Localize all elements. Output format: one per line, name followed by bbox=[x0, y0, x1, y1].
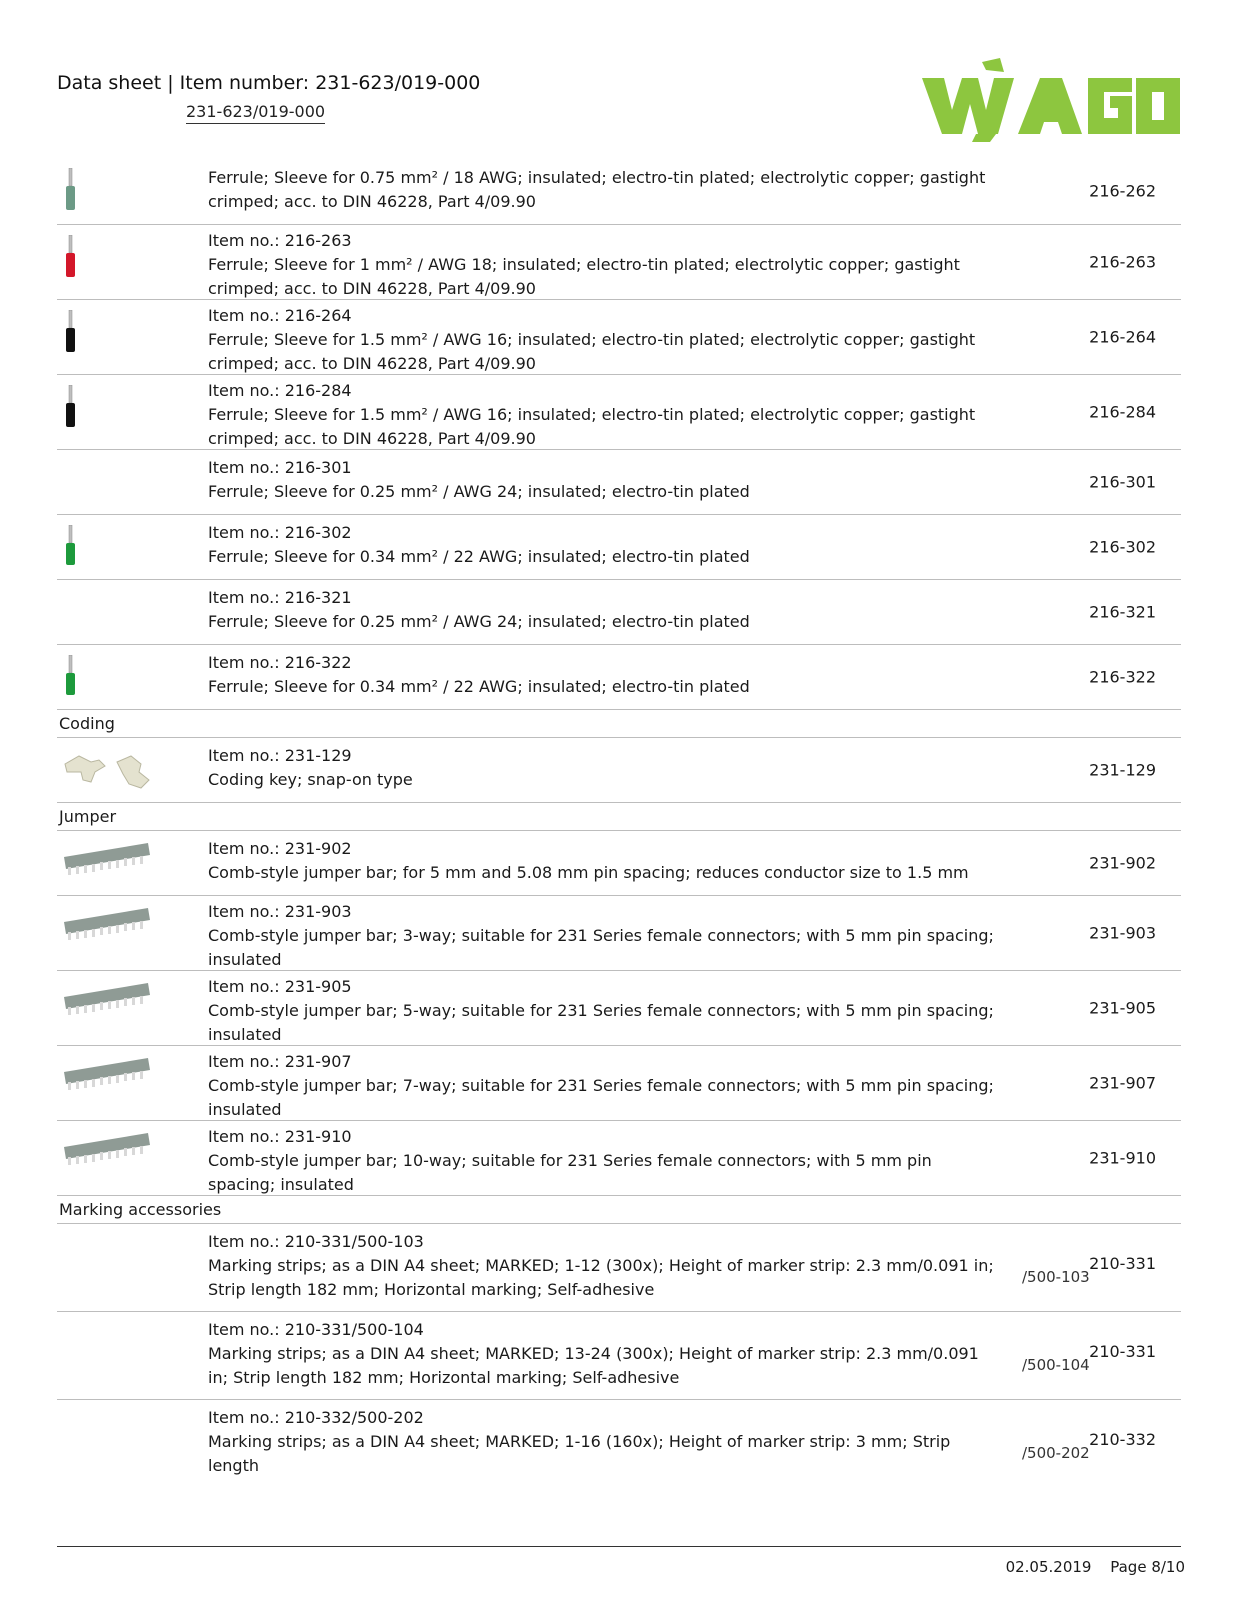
table-row bbox=[57, 450, 1181, 515]
category-header: Jumper bbox=[57, 803, 1181, 831]
item-number: 210-331 bbox=[1089, 1342, 1156, 1361]
item-number: 216-302 bbox=[1089, 537, 1156, 557]
item-description: Marking strips; as a DIN A4 sheet; MARKED; 1-12 (300x); Height of marker strip: 2.3 mm/0.091 in; Strip length 182 mm; Horizontal marking; Self-adhesive bbox=[208, 1256, 994, 1299]
jumper-bar-image bbox=[62, 1129, 154, 1169]
footer-page: Page 8/10 bbox=[1110, 1558, 1185, 1576]
item-label: Item no.: 231-903 bbox=[208, 902, 352, 921]
item-label: Item no.: 210-332/500-202 bbox=[208, 1408, 424, 1427]
ferrule-image bbox=[62, 655, 82, 701]
item-description: Ferrule; Sleeve for 0.25 mm² / AWG 24; insulated; electro-tin plated bbox=[208, 482, 750, 501]
item-description: Coding key; snap-on type bbox=[208, 770, 413, 789]
item-number: 216-322 bbox=[1089, 667, 1156, 687]
footer bbox=[992, 1558, 1185, 1576]
item-label: Item no.: 210-331/500-103 bbox=[208, 1232, 424, 1251]
table-row bbox=[57, 225, 1181, 300]
item-number-link[interactable]: 231-623/019-000 bbox=[186, 102, 325, 124]
item-number: 231-905 bbox=[1089, 998, 1156, 1018]
item-label: Item no.: 231-907 bbox=[208, 1052, 352, 1071]
table-row bbox=[57, 1121, 1181, 1196]
item-number-suffix: /500-202 bbox=[1022, 1444, 1090, 1462]
table-row bbox=[57, 1046, 1181, 1121]
item-description: Ferrule; Sleeve for 0.25 mm² / AWG 24; insulated; electro-tin plated bbox=[208, 612, 750, 631]
item-description: Ferrule; Sleeve for 0.75 mm² / 18 AWG; insulated; electro-tin plated; electrolytic copper; gastight crimped; acc. to DIN 46228, Part 4/09.90 bbox=[208, 168, 986, 211]
table-row bbox=[57, 831, 1181, 896]
item-number: 216-284 bbox=[1089, 402, 1156, 422]
table-row bbox=[57, 515, 1181, 580]
table-row bbox=[57, 1312, 1181, 1400]
item-number: 216-263 bbox=[1089, 252, 1156, 272]
category-header: Marking accessories bbox=[57, 1196, 1181, 1224]
item-number: 210-332 bbox=[1089, 1430, 1156, 1449]
item-label: Item no.: 216-263 bbox=[208, 231, 352, 250]
item-label: Item no.: 216-284 bbox=[208, 381, 352, 400]
item-number: 231-903 bbox=[1089, 923, 1156, 943]
table-row bbox=[57, 738, 1181, 803]
item-label: Item no.: 231-910 bbox=[208, 1127, 352, 1146]
item-label: Item no.: 216-301 bbox=[208, 458, 352, 477]
coding-key-image bbox=[61, 750, 156, 790]
ferrule-image bbox=[62, 310, 82, 356]
jumper-bar-image bbox=[62, 1054, 154, 1094]
item-label: Item no.: 216-321 bbox=[208, 588, 352, 607]
item-label: Item no.: 210-331/500-104 bbox=[208, 1320, 424, 1339]
item-label: Item no.: 216-264 bbox=[208, 306, 352, 325]
item-description: Ferrule; Sleeve for 1 mm² / AWG 18; insulated; electro-tin plated; electrolytic copper; gastight crimped; acc. to DIN 46228, Part 4/09.90 bbox=[208, 255, 960, 298]
ferrule-image bbox=[62, 168, 82, 214]
table-row bbox=[57, 158, 1181, 225]
item-number: 231-902 bbox=[1089, 853, 1156, 873]
item-number: 231-910 bbox=[1089, 1148, 1156, 1168]
item-number: 216-264 bbox=[1089, 327, 1156, 347]
item-number: 210-331 bbox=[1089, 1254, 1156, 1273]
item-description: Ferrule; Sleeve for 1.5 mm² / AWG 16; insulated; electro-tin plated; electrolytic copper; gastight crimped; acc. to DIN 46228, Part 4/09.90 bbox=[208, 405, 976, 448]
jumper-bar-image bbox=[62, 979, 154, 1019]
item-label: Item no.: 216-322 bbox=[208, 653, 352, 672]
category-header: Coding bbox=[57, 710, 1181, 738]
item-description: Marking strips; as a DIN A4 sheet; MARKED; 1-16 (160x); Height of marker strip: 3 mm; Strip length bbox=[208, 1432, 951, 1475]
jumper-bar-image bbox=[62, 839, 154, 879]
table-row bbox=[57, 1400, 1181, 1475]
accessories-table bbox=[57, 158, 1181, 1475]
item-description: Comb-style jumper bar; 3-way; suitable for 231 Series female connectors; with 5 mm pin spacing; insulated bbox=[208, 926, 994, 969]
item-number-suffix: /500-104 bbox=[1022, 1356, 1090, 1374]
item-number: 216-301 bbox=[1089, 472, 1156, 492]
table-row bbox=[57, 580, 1181, 645]
page-title: Data sheet | Item number: 231-623/019-000 bbox=[57, 72, 481, 94]
item-number: 216-321 bbox=[1089, 602, 1156, 622]
ferrule-image bbox=[62, 235, 82, 281]
item-number: 231-907 bbox=[1089, 1073, 1156, 1093]
item-label: Item no.: 216-302 bbox=[208, 523, 352, 542]
item-description: Comb-style jumper bar; for 5 mm and 5.08 mm pin spacing; reduces conductor size to 1.5 mm bbox=[208, 863, 969, 882]
jumper-bar-image bbox=[62, 904, 154, 944]
item-number: 231-129 bbox=[1089, 760, 1156, 780]
wago-logo bbox=[922, 58, 1180, 142]
item-description: Comb-style jumper bar; 7-way; suitable for 231 Series female connectors; with 5 mm pin spacing; insulated bbox=[208, 1076, 994, 1119]
item-description: Ferrule; Sleeve for 1.5 mm² / AWG 16; insulated; electro-tin plated; electrolytic copper; gastight crimped; acc. to DIN 46228, Part 4/09.90 bbox=[208, 330, 976, 373]
table-row bbox=[57, 645, 1181, 710]
item-label: Item no.: 231-905 bbox=[208, 977, 352, 996]
item-label: Item no.: 231-129 bbox=[208, 746, 352, 765]
table-row bbox=[57, 300, 1181, 375]
table-row bbox=[57, 971, 1181, 1046]
footer-date: 02.05.2019 bbox=[1005, 1558, 1092, 1576]
item-description: Marking strips; as a DIN A4 sheet; MARKED; 13-24 (300x); Height of marker strip: 2.3 mm/0.091 in; Strip length 182 mm; Horizontal marking; Self-adhesive bbox=[208, 1344, 979, 1387]
table-row bbox=[57, 375, 1181, 450]
item-number: 216-262 bbox=[1089, 181, 1156, 201]
footer-divider bbox=[57, 1546, 1181, 1547]
ferrule-image bbox=[62, 525, 82, 571]
item-description: Comb-style jumper bar; 5-way; suitable for 231 Series female connectors; with 5 mm pin spacing; insulated bbox=[208, 1001, 994, 1044]
item-description: Ferrule; Sleeve for 0.34 mm² / 22 AWG; insulated; electro-tin plated bbox=[208, 677, 750, 696]
table-row bbox=[57, 896, 1181, 971]
item-description: Comb-style jumper bar; 10-way; suitable for 231 Series female connectors; with 5 mm pin spacing; insulated bbox=[208, 1151, 932, 1194]
ferrule-image bbox=[62, 385, 82, 431]
table-row bbox=[57, 1224, 1181, 1312]
item-label: Item no.: 231-902 bbox=[208, 839, 352, 858]
item-number-suffix: /500-103 bbox=[1022, 1268, 1090, 1286]
item-description: Ferrule; Sleeve for 0.34 mm² / 22 AWG; insulated; electro-tin plated bbox=[208, 547, 750, 566]
